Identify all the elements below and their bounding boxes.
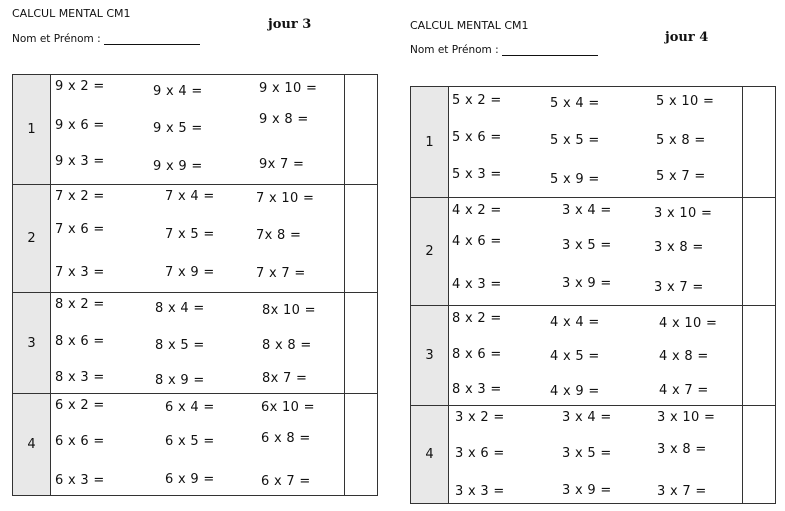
exercise: 5 x 8 = [656, 133, 706, 148]
table-row [13, 75, 377, 184]
exercise: 8 x 2 = [55, 297, 105, 312]
exercise: 8 x 4 = [155, 301, 205, 316]
exercise: 3 x 4 = [562, 203, 612, 218]
exercise: 9 x 2 = [55, 79, 105, 94]
exercise: 8 x 6 = [452, 347, 502, 362]
exercise: 6 x 2 = [55, 398, 105, 413]
exercise: 8 x 5 = [155, 338, 205, 353]
exercise: 3 x 6 = [455, 446, 505, 461]
exercise: 8 x 2 = [452, 311, 502, 326]
exercise: 7x 8 = [256, 228, 302, 243]
exercise: 4 x 8 = [659, 349, 709, 364]
exercise: 5 x 3 = [452, 167, 502, 182]
day-label: jour 3 [268, 17, 312, 32]
name-field[interactable] [410, 44, 598, 56]
exercise: 9 x 5 = [153, 121, 203, 136]
exercise: 7 x 6 = [55, 222, 105, 237]
table-row [411, 405, 775, 503]
exercise: 5 x 4 = [550, 96, 600, 111]
exercise: 9x 7 = [259, 157, 305, 172]
exercise: 9 x 4 = [153, 84, 203, 99]
row-number: 1 [13, 75, 51, 184]
exercise: 4 x 6 = [452, 234, 502, 249]
table-row [411, 305, 775, 405]
exercise: 4 x 7 = [659, 383, 709, 398]
table-row [411, 87, 775, 197]
row-number: 3 [411, 306, 449, 405]
exercise: 7 x 5 = [165, 227, 215, 242]
table-row [13, 393, 377, 495]
exercise: 9 x 3 = [55, 154, 105, 169]
exercise: 8 x 8 = [262, 338, 312, 353]
name-label: Nom et Prénom : [12, 33, 101, 45]
exercise: 5 x 6 = [452, 130, 502, 145]
exercise: 3 x 8 = [657, 442, 707, 457]
name-line[interactable] [104, 33, 200, 45]
exercise: 7 x 2 = [55, 189, 105, 204]
exercise: 4 x 5 = [550, 349, 600, 364]
exercise: 9 x 8 = [259, 112, 309, 127]
exercise: 8x 7 = [262, 371, 308, 386]
exercise: 9 x 6 = [55, 118, 105, 133]
exercise: 6 x 7 = [261, 474, 311, 489]
exercise: 5 x 7 = [656, 169, 706, 184]
exercise: 5 x 5 = [550, 133, 600, 148]
exercise: 6 x 5 = [165, 434, 215, 449]
exercise: 4 x 10 = [659, 316, 718, 331]
exercise: 7 x 7 = [256, 266, 306, 281]
exercise: 3 x 2 = [455, 410, 505, 425]
name-field[interactable] [12, 33, 200, 45]
exercise: 4 x 9 = [550, 384, 600, 399]
table-row [13, 184, 377, 292]
table-row [13, 292, 377, 393]
exercise: 5 x 9 = [550, 172, 600, 187]
worksheet-title: CALCUL MENTAL CM1 [12, 7, 131, 20]
exercise: 3 x 8 = [654, 240, 704, 255]
exercise: 8x 10 = [262, 303, 316, 318]
exercise: 6 x 8 = [261, 431, 311, 446]
row-number: 1 [411, 87, 449, 197]
day-label: jour 4 [665, 30, 709, 45]
exercise: 6 x 3 = [55, 473, 105, 488]
exercise: 5 x 10 = [656, 94, 715, 109]
name-line[interactable] [502, 44, 598, 56]
exercise: 3 x 7 = [654, 280, 704, 295]
row-number: 4 [13, 394, 51, 495]
exercise: 3 x 4 = [562, 410, 612, 425]
table-row [411, 197, 775, 305]
exercise: 3 x 5 = [562, 446, 612, 461]
exercise: 3 x 9 = [562, 276, 612, 291]
worksheet-title: CALCUL MENTAL CM1 [410, 19, 529, 32]
exercise: 8 x 3 = [55, 370, 105, 385]
exercise: 6x 10 = [261, 400, 315, 415]
exercise: 9 x 9 = [153, 159, 203, 174]
row-number: 2 [411, 198, 449, 305]
exercise: 7 x 9 = [165, 265, 215, 280]
exercise: 4 x 2 = [452, 203, 502, 218]
exercise: 6 x 4 = [165, 400, 215, 415]
exercise: 8 x 6 = [55, 334, 105, 349]
exercise: 4 x 3 = [452, 277, 502, 292]
exercise: 3 x 7 = [657, 484, 707, 499]
exercise: 3 x 10 = [657, 410, 716, 425]
row-number: 3 [13, 293, 51, 393]
exercise: 6 x 6 = [55, 434, 105, 449]
exercise: 3 x 10 = [654, 206, 713, 221]
exercise: 3 x 3 = [455, 484, 505, 499]
exercise: 3 x 9 = [562, 483, 612, 498]
row-number: 2 [13, 185, 51, 292]
exercise: 6 x 9 = [165, 472, 215, 487]
exercise-table [12, 74, 378, 496]
exercise: 3 x 5 = [562, 238, 612, 253]
exercise: 8 x 9 = [155, 373, 205, 388]
name-label: Nom et Prénom : [410, 44, 499, 56]
exercise: 5 x 2 = [452, 93, 502, 108]
exercise: 4 x 4 = [550, 315, 600, 330]
exercise: 9 x 10 = [259, 81, 318, 96]
exercise: 7 x 4 = [165, 189, 215, 204]
row-number: 4 [411, 406, 449, 503]
exercise: 8 x 3 = [452, 382, 502, 397]
exercise: 7 x 10 = [256, 191, 315, 206]
exercise-table [410, 86, 776, 504]
exercise: 7 x 3 = [55, 265, 105, 280]
